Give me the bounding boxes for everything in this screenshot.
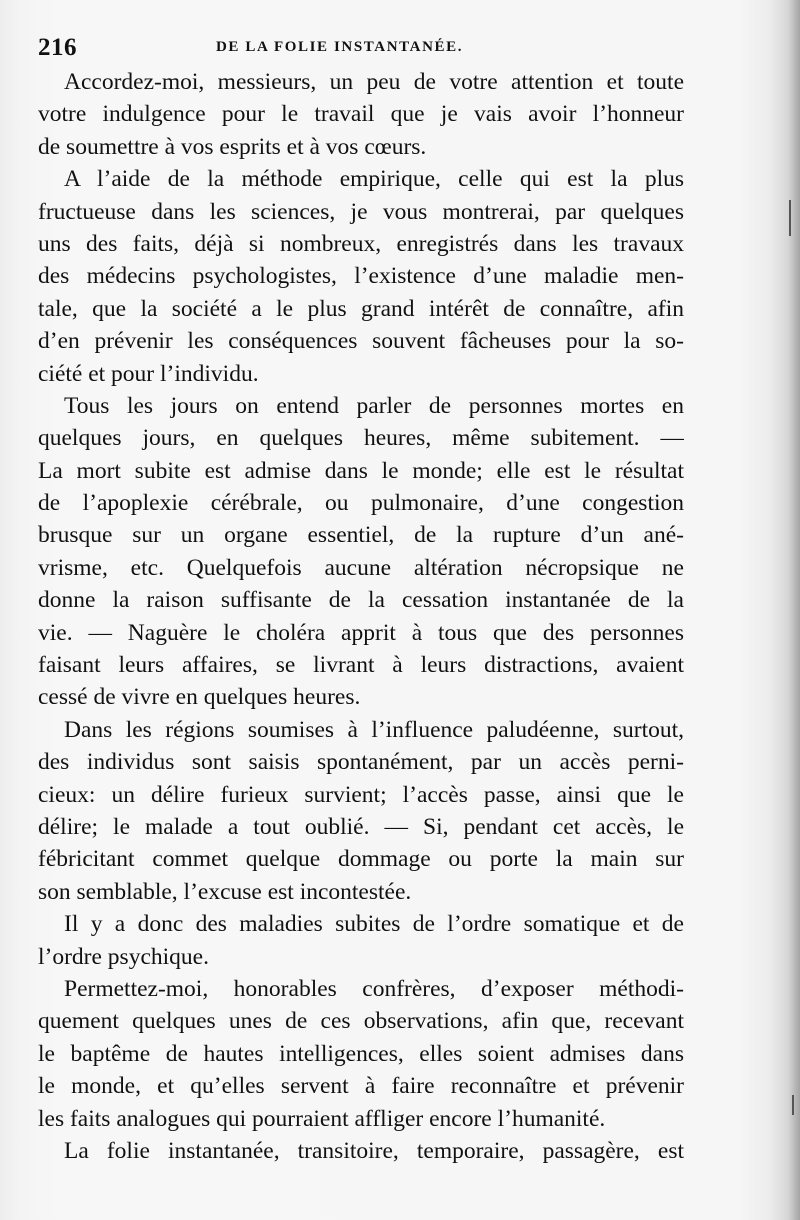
text-line: fructueuse dans les sciences, je vous montrerai, par quelques xyxy=(38,198,684,225)
text-line: Permettez-moi, honorables confrères, d’exposer méthodi- xyxy=(64,975,684,1002)
text-line: cessé de vivre en quelques heures. xyxy=(38,684,361,711)
text-line: cieux: un délire furieux survient; l’accès passe, ainsi que le xyxy=(38,781,684,808)
text-line: uns des faits, déjà si nombreux, enregistrés dans les travaux xyxy=(38,230,684,257)
page-edge-shadow xyxy=(788,0,800,1220)
text-line: des médecins psychologistes, l’existence d’une maladie men- xyxy=(38,263,684,290)
text-line: quement quelques unes de ces observations, afin que, recevant xyxy=(38,1008,684,1035)
running-head xyxy=(38,28,684,64)
text-line: Accordez-moi, messieurs, un peu de votre attention et toute xyxy=(64,69,684,95)
text-line: le monde, et qu’elles servent à faire reconnaître et prévenir xyxy=(38,1073,684,1100)
text-line: des individus sont saisis spontanément, par un accès perni- xyxy=(38,749,684,776)
text-line: tale, que la société a le plus grand intérêt de connaître, afin xyxy=(38,295,684,322)
text-line: vrisme, etc. Quelquefois aucune altération nécropsique ne xyxy=(38,554,684,581)
page-number: 216 xyxy=(38,34,77,61)
text-line: de l’apoplexie cérébrale, ou pulmonaire, d’une congestion xyxy=(38,490,684,517)
text-line: quelques jours, en quelques heures, même subitement. — xyxy=(38,425,684,452)
text-line: La mort subite est admise dans le monde; elle est le résultat xyxy=(38,457,684,484)
text-line: de soumettre à vos esprits et à vos cœurs. xyxy=(38,133,427,160)
text-line: Dans les régions soumises à l’influence paludéenne, surtout, xyxy=(64,716,684,743)
text-line: Il y a donc des maladies subites de l’ordre somatique et de xyxy=(64,911,684,938)
text-line: son semblable, l’excuse est incontestée. xyxy=(38,878,412,905)
text-line: ciété et pour l’individu. xyxy=(38,360,259,387)
body-text xyxy=(38,66,684,1167)
running-title: DE LA FOLIE INSTANTANÉE. xyxy=(216,39,464,55)
text-line: faisant leurs affaires, se livrant à leurs distractions, avaient xyxy=(38,652,684,679)
text-line: La folie instantanée, transitoire, temporaire, passagère, est xyxy=(64,1137,684,1164)
text-line: A l’aide de la méthode empirique, celle qui est la plus xyxy=(64,166,684,193)
text-line: donne la raison suffisante de la cessation instantanée de la xyxy=(38,587,684,614)
text-line: les faits analogues qui pourraient affliger encore l’humanité. xyxy=(38,1105,606,1132)
text-line: Tous les jours on entend parler de personnes mortes en xyxy=(64,392,684,419)
text-line: le baptême de hautes intelligences, elles soient admises dans xyxy=(38,1040,684,1067)
text-line: vie. — Naguère le choléra apprit à tous que des personnes xyxy=(38,619,684,646)
text-line: votre indulgence pour le travail que je vais avoir l’honneur xyxy=(38,101,684,128)
text-line: fébricitant commet quelque dommage ou porte la main sur xyxy=(38,846,684,873)
scan-mark xyxy=(789,200,791,236)
text-line: brusque sur un organe essentiel, de la rupture d’un ané- xyxy=(38,522,684,549)
text-line: d’en prévenir les conséquences souvent fâcheuses pour la so- xyxy=(38,328,684,355)
text-line: délire; le malade a tout oublié. — Si, pendant cet accès, le xyxy=(38,813,684,840)
scan-mark xyxy=(792,1095,794,1115)
text-line: l’ordre psychique. xyxy=(38,943,209,970)
